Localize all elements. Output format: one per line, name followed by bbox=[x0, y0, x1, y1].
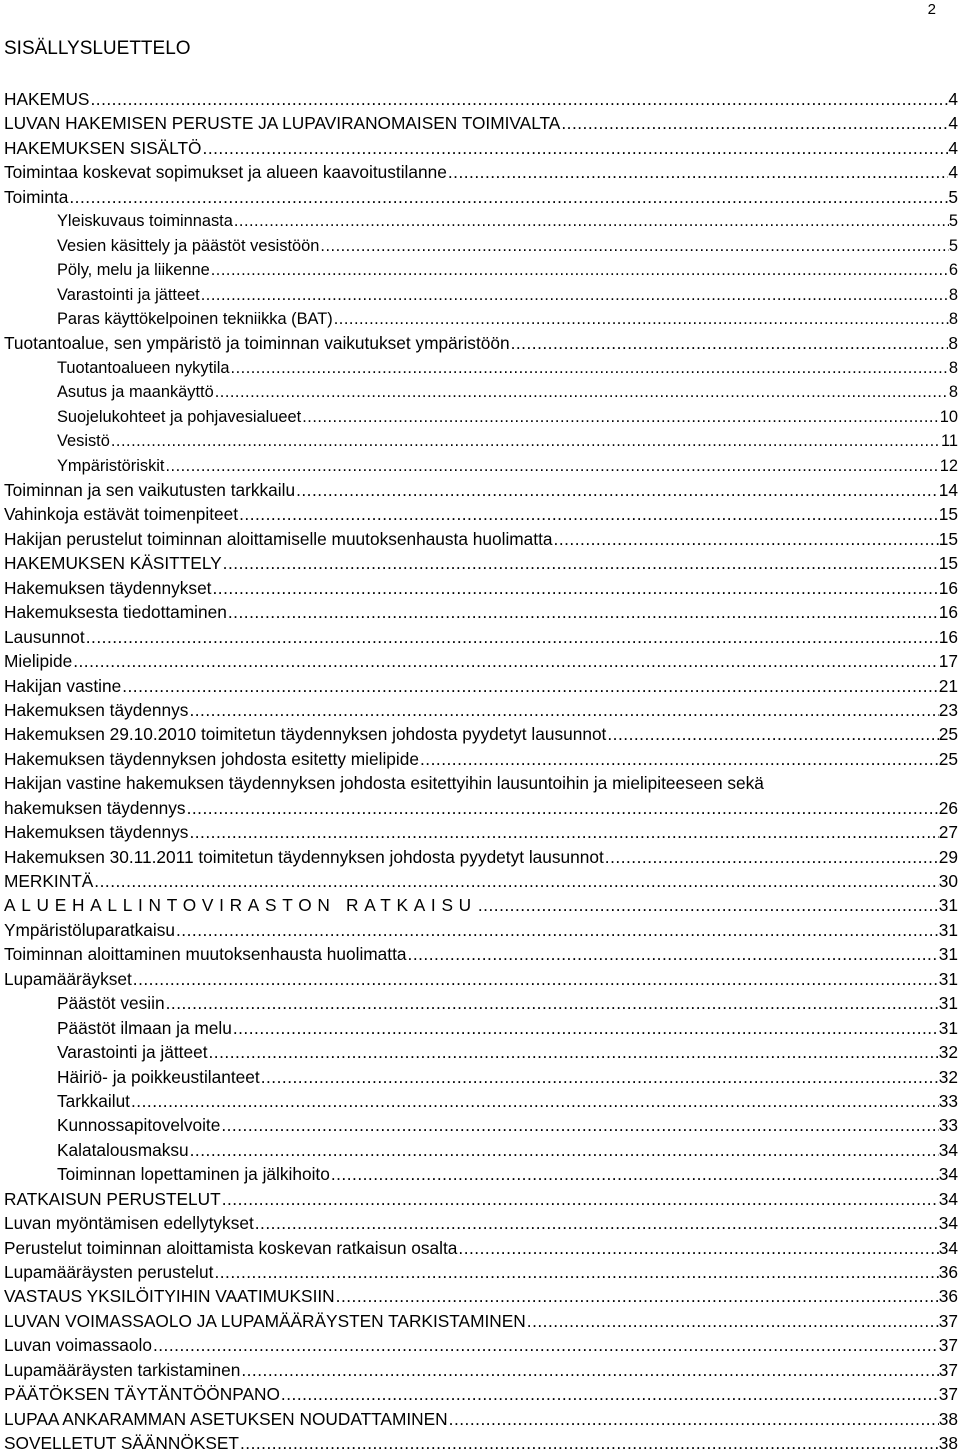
toc-entry-text: Pöly, melu ja liikenne bbox=[57, 261, 210, 280]
dot-leader bbox=[407, 942, 939, 966]
toc-entry-page: 34 bbox=[938, 1237, 958, 1258]
toc-entry-page: 36 bbox=[938, 1286, 958, 1307]
toc-entry-page: 12 bbox=[939, 456, 958, 475]
toc-entry-page: 37 bbox=[938, 1359, 958, 1380]
toc-entry-text: ALUEHALLINTOVIRASTON RATKAISU bbox=[4, 895, 477, 916]
table-of-contents bbox=[4, 87, 958, 1456]
dot-leader bbox=[240, 1358, 938, 1382]
toc-entry[interactable] bbox=[4, 674, 958, 698]
dot-leader bbox=[560, 111, 948, 135]
toc-entry[interactable] bbox=[4, 1065, 958, 1089]
toc-entry-page: 38 bbox=[938, 1433, 958, 1454]
toc-entry-page: 33 bbox=[938, 1115, 958, 1136]
toc-entry-text: HAKEMUKSEN KÄSITTELY bbox=[4, 553, 222, 574]
toc-entry-page: 33 bbox=[938, 1090, 958, 1111]
toc-entry[interactable] bbox=[4, 893, 958, 917]
toc-entry-text: Mielipide bbox=[4, 651, 73, 672]
dot-leader bbox=[208, 1040, 939, 1064]
toc-entry-text: Ympäristöriskit bbox=[57, 456, 165, 475]
toc-entry[interactable] bbox=[4, 747, 958, 771]
toc-entry-text: Hakijan vastine bbox=[4, 675, 122, 696]
toc-entry[interactable] bbox=[4, 551, 958, 575]
toc-entry[interactable] bbox=[4, 1382, 958, 1406]
toc-entry[interactable] bbox=[4, 454, 958, 478]
toc-entry[interactable] bbox=[4, 845, 958, 869]
toc-entry[interactable] bbox=[4, 380, 958, 404]
toc-entry-text: Lupamääräysten perustelut bbox=[4, 1262, 214, 1282]
toc-entry-page: 8 bbox=[948, 309, 958, 328]
toc-entry[interactable] bbox=[4, 356, 958, 380]
toc-entry[interactable] bbox=[4, 918, 958, 942]
dot-leader bbox=[214, 380, 949, 404]
dot-leader bbox=[152, 1333, 939, 1357]
toc-entry-page: 34 bbox=[938, 1139, 958, 1160]
dot-leader bbox=[477, 893, 939, 917]
toc-entry-page: 23 bbox=[938, 699, 958, 720]
toc-entry-page: 30 bbox=[938, 871, 958, 891]
toc-entry-text: Hakemuksen täydennyksen johdosta esitetty mielipide bbox=[4, 748, 419, 769]
toc-entry-text: HAKEMUKSEN SISÄLTÖ bbox=[4, 137, 202, 158]
dot-leader bbox=[132, 967, 939, 991]
toc-entry-text: VASTAUS YKSILÖITYIHIN VAATIMUKSIIN bbox=[4, 1286, 335, 1307]
dot-leader bbox=[213, 1260, 938, 1284]
toc-entry-text: Hakemuksen täydennys bbox=[4, 822, 189, 843]
toc-entry-text: Lausunnot bbox=[4, 626, 85, 647]
toc-entry-page: 4 bbox=[948, 162, 958, 183]
toc-entry-text: Vesistö bbox=[57, 432, 110, 451]
dot-leader bbox=[335, 1284, 939, 1308]
toc-entry-page: 37 bbox=[938, 1335, 958, 1356]
dot-leader bbox=[230, 356, 949, 380]
toc-entry-text: Hakemuksen 30.11.2011 toimitetun täydennyksen johdosta pyydetyt lausunnot bbox=[4, 846, 604, 867]
toc-entry-text: Kunnossapitovelvoite bbox=[57, 1115, 221, 1136]
toc-entry[interactable] bbox=[4, 1260, 958, 1284]
toc-entry-page: 16 bbox=[938, 602, 958, 623]
dot-leader bbox=[210, 258, 949, 282]
dot-leader bbox=[221, 1187, 939, 1211]
toc-entry-text: Vahinkoja estävät toimenpiteet bbox=[4, 504, 239, 525]
toc-entry[interactable] bbox=[4, 771, 958, 820]
dot-leader bbox=[68, 185, 948, 209]
toc-entry[interactable] bbox=[4, 209, 958, 233]
toc-entry-page: 11 bbox=[940, 432, 958, 451]
dot-leader bbox=[330, 1162, 939, 1186]
toc-entry[interactable] bbox=[4, 307, 958, 331]
toc-entry-page: 25 bbox=[938, 748, 958, 769]
toc-entry[interactable] bbox=[4, 1162, 958, 1186]
toc-entry-text: Hakijan vastine hakemuksen täydennyksen johdosta esitettyihin lausuntoihin ja mielipiteeseen sekä bbox=[4, 773, 764, 794]
toc-entry-text: Yleiskuvaus toiminnasta bbox=[57, 212, 233, 231]
dot-leader bbox=[238, 502, 939, 526]
toc-entry-text: Ympäristöluparatkaisu bbox=[4, 919, 175, 940]
dot-leader bbox=[239, 1431, 939, 1455]
toc-entry[interactable] bbox=[4, 283, 958, 307]
dot-leader bbox=[526, 1309, 939, 1333]
dot-leader bbox=[419, 747, 939, 771]
toc-entry-text: Hakijan perustelut toiminnan aloittamiselle muutoksenhausta huolimatta bbox=[4, 528, 553, 549]
dot-leader bbox=[202, 136, 949, 160]
dot-leader bbox=[189, 1138, 939, 1162]
toc-entry[interactable] bbox=[4, 1333, 958, 1357]
toc-entry-page: 31 bbox=[938, 944, 958, 965]
toc-entry-text: Hakemuksen täydennys bbox=[4, 699, 189, 720]
toc-entry-page: 34 bbox=[938, 1188, 958, 1209]
toc-entry-page: 27 bbox=[938, 822, 958, 843]
toc-entry-text: Vesien käsittely ja päästöt vesistöön bbox=[57, 236, 320, 255]
dot-leader bbox=[220, 1113, 938, 1137]
toc-entry-text: Päästöt vesiin bbox=[57, 993, 165, 1014]
dot-leader bbox=[333, 307, 949, 331]
toc-entry[interactable] bbox=[4, 1187, 958, 1211]
toc-entry-page: 32 bbox=[938, 1042, 958, 1063]
toc-entry[interactable] bbox=[4, 1016, 958, 1040]
toc-title: SISÄLLYSLUETTELO bbox=[4, 38, 191, 59]
toc-entry-text: Toimintaa koskevat sopimukset ja alueen kaavoitustilanne bbox=[4, 162, 447, 183]
toc-entry[interactable] bbox=[4, 967, 958, 991]
dot-leader bbox=[121, 674, 939, 698]
toc-entry-page: 31 bbox=[938, 895, 958, 916]
toc-entry[interactable] bbox=[4, 136, 958, 160]
dot-leader bbox=[200, 283, 949, 307]
toc-entry[interactable] bbox=[4, 405, 958, 429]
toc-entry[interactable] bbox=[4, 527, 958, 551]
toc-entry-page: 29 bbox=[938, 846, 958, 867]
toc-entry-text: Hakemuksen 29.10.2010 toimitetun täydennyksen johdosta pyydetyt lausunnot bbox=[4, 724, 607, 745]
toc-entry-page: 36 bbox=[938, 1262, 958, 1282]
dot-leader bbox=[301, 405, 940, 429]
toc-entry[interactable] bbox=[4, 576, 958, 600]
dot-leader bbox=[186, 796, 939, 820]
toc-entry[interactable] bbox=[4, 1089, 958, 1113]
toc-entry-page: 4 bbox=[948, 113, 958, 134]
dot-leader bbox=[604, 845, 939, 869]
toc-entry[interactable] bbox=[4, 1309, 958, 1333]
toc-entry-text: Luvan voimassaolo bbox=[4, 1335, 152, 1356]
toc-entry[interactable] bbox=[4, 1236, 958, 1260]
toc-entry[interactable] bbox=[4, 1407, 958, 1431]
toc-entry-page: 15 bbox=[938, 553, 958, 574]
toc-entry-text: LUVAN HAKEMISEN PERUSTE JA LUPAVIRANOMAISEN TOIMIVALTA bbox=[4, 113, 561, 134]
toc-entry-page: 8 bbox=[948, 285, 958, 304]
dot-leader bbox=[457, 1236, 938, 1260]
toc-entry-text: Suojelukohteet ja pohjavesialueet bbox=[57, 407, 302, 426]
toc-entry[interactable] bbox=[4, 234, 958, 258]
toc-entry-page: 31 bbox=[938, 968, 958, 989]
toc-entry-page: 4 bbox=[948, 89, 958, 109]
toc-entry-text: HAKEMUS bbox=[4, 89, 90, 109]
dot-leader bbox=[165, 991, 939, 1015]
toc-entry-page: 17 bbox=[938, 651, 958, 672]
toc-entry-page: 4 bbox=[948, 137, 958, 158]
toc-entry[interactable] bbox=[4, 111, 958, 135]
toc-entry[interactable] bbox=[4, 87, 958, 111]
toc-entry[interactable] bbox=[4, 1284, 958, 1308]
dot-leader bbox=[447, 160, 949, 184]
toc-entry-text: Varastointi ja jätteet bbox=[57, 1042, 208, 1063]
toc-entry[interactable] bbox=[4, 1113, 958, 1137]
toc-entry[interactable] bbox=[4, 869, 958, 893]
toc-entry-page: 26 bbox=[938, 797, 958, 818]
toc-entry-text: PÄÄTÖKSEN TÄYTÄNTÖÖNPANO bbox=[4, 1384, 280, 1405]
toc-entry[interactable] bbox=[4, 160, 958, 184]
toc-entry-page: 37 bbox=[938, 1384, 958, 1405]
dot-leader bbox=[280, 1382, 939, 1406]
dot-leader bbox=[510, 331, 949, 355]
dot-leader bbox=[606, 722, 938, 746]
toc-entry-page: 25 bbox=[938, 724, 958, 745]
toc-entry-text-continued: hakemuksen täydennys bbox=[4, 797, 186, 818]
dot-leader bbox=[553, 527, 939, 551]
toc-entry-page: 14 bbox=[938, 480, 958, 500]
dot-leader bbox=[188, 698, 938, 722]
dot-leader bbox=[72, 649, 939, 673]
dot-leader bbox=[227, 600, 939, 624]
toc-entry[interactable] bbox=[4, 649, 958, 673]
toc-entry[interactable] bbox=[4, 1211, 958, 1235]
toc-entry-page: 16 bbox=[938, 577, 958, 598]
toc-entry-text: Hakemuksesta tiedottaminen bbox=[4, 602, 227, 623]
dot-leader bbox=[319, 234, 948, 258]
toc-entry[interactable] bbox=[4, 429, 958, 453]
toc-entry-text: Toiminta bbox=[4, 186, 69, 207]
toc-entry-page: 38 bbox=[938, 1408, 958, 1429]
toc-entry-page: 34 bbox=[938, 1213, 958, 1234]
toc-entry-text: Toiminnan aloittaminen muutoksenhausta huolimatta bbox=[4, 944, 407, 965]
toc-entry-page: 37 bbox=[938, 1310, 958, 1331]
toc-entry[interactable] bbox=[4, 820, 958, 844]
toc-entry[interactable] bbox=[4, 991, 958, 1015]
toc-entry-text: Tarkkailut bbox=[57, 1090, 130, 1111]
dot-leader bbox=[295, 478, 939, 502]
toc-entry-page: 15 bbox=[938, 528, 958, 549]
toc-entry-page: 16 bbox=[938, 626, 958, 647]
toc-entry[interactable] bbox=[4, 600, 958, 624]
toc-entry-text: Lupamääräysten tarkistaminen bbox=[4, 1359, 241, 1380]
toc-entry-text: Toiminnan lopettaminen ja jälkihoito bbox=[57, 1164, 330, 1185]
toc-entry[interactable] bbox=[4, 502, 958, 526]
toc-entry[interactable] bbox=[4, 1138, 958, 1162]
dot-leader bbox=[188, 820, 938, 844]
dot-leader bbox=[222, 551, 939, 575]
dot-leader bbox=[212, 576, 939, 600]
toc-entry[interactable] bbox=[4, 625, 958, 649]
page-number: 2 bbox=[927, 1, 936, 18]
dot-leader bbox=[233, 209, 949, 233]
toc-entry-text: SOVELLETUT SÄÄNNÖKSET bbox=[4, 1433, 239, 1454]
toc-entry-text: Tuotantoalueen nykytila bbox=[57, 358, 230, 377]
toc-entry-text: Perustelut toiminnan aloittamista koskevan ratkaisun osalta bbox=[4, 1237, 458, 1258]
toc-entry-page: 8 bbox=[948, 358, 958, 377]
dot-leader bbox=[254, 1211, 939, 1235]
toc-entry[interactable] bbox=[4, 942, 958, 966]
toc-entry-page: 15 bbox=[938, 504, 958, 525]
dot-leader bbox=[110, 429, 941, 453]
toc-entry-text: Paras käyttökelpoinen tekniikka (BAT) bbox=[57, 309, 333, 328]
toc-entry-page: 6 bbox=[948, 261, 958, 280]
toc-entry-text: LUVAN VOIMASSAOLO JA LUPAMÄÄRÄYSTEN TARKISTAMINEN bbox=[4, 1310, 526, 1331]
toc-entry[interactable] bbox=[4, 1431, 958, 1455]
dot-leader bbox=[89, 87, 948, 111]
toc-entry[interactable] bbox=[4, 478, 958, 502]
dot-leader bbox=[175, 918, 939, 942]
toc-entry[interactable] bbox=[4, 258, 958, 282]
toc-entry[interactable] bbox=[4, 722, 958, 746]
toc-entry-text: MERKINTÄ bbox=[4, 871, 94, 891]
toc-entry-text: Varastointi ja jätteet bbox=[57, 285, 200, 304]
dot-leader bbox=[130, 1089, 939, 1113]
toc-entry-text: Kalatalousmaksu bbox=[57, 1139, 189, 1160]
toc-entry-page: 8 bbox=[948, 383, 958, 402]
toc-entry[interactable] bbox=[4, 1358, 958, 1382]
dot-leader bbox=[448, 1407, 939, 1431]
toc-entry-text: Hakemuksen täydennykset bbox=[4, 577, 212, 598]
toc-entry-text: Toiminnan ja sen vaikutusten tarkkailu bbox=[4, 480, 296, 500]
toc-entry-text: Tuotantoalue, sen ympäristö ja toiminnan vaikutukset ympäristöön bbox=[4, 333, 510, 354]
toc-entry-page: 34 bbox=[938, 1164, 958, 1185]
toc-entry-text: LUPAA ANKARAMMAN ASETUKSEN NOUDATTAMINEN bbox=[4, 1408, 448, 1429]
toc-entry-page: 32 bbox=[938, 1066, 958, 1087]
toc-entry-page: 5 bbox=[948, 236, 958, 255]
toc-entry-page: 21 bbox=[938, 675, 958, 696]
toc-entry-page: 31 bbox=[938, 1017, 958, 1038]
toc-entry-text: Häiriö- ja poikkeustilanteet bbox=[57, 1066, 260, 1087]
toc-entry-text: Lupamääräykset bbox=[4, 968, 132, 989]
toc-entry-page: 5 bbox=[948, 212, 958, 231]
toc-entry[interactable] bbox=[4, 698, 958, 722]
toc-entry[interactable] bbox=[4, 185, 958, 209]
toc-entry-page: 5 bbox=[948, 186, 958, 207]
toc-entry-text: Päästöt ilmaan ja melu bbox=[57, 1017, 232, 1038]
toc-entry-page: 10 bbox=[939, 407, 958, 426]
toc-entry-page: 31 bbox=[938, 993, 958, 1014]
dot-leader bbox=[93, 869, 938, 893]
toc-entry-page: 8 bbox=[948, 333, 958, 354]
toc-entry[interactable] bbox=[4, 331, 958, 355]
toc-entry[interactable] bbox=[4, 1040, 958, 1064]
dot-leader bbox=[260, 1065, 939, 1089]
toc-entry-text: Luvan myöntämisen edellytykset bbox=[4, 1213, 254, 1234]
toc-entry-text: RATKAISUN PERUSTELUT bbox=[4, 1188, 221, 1209]
dot-leader bbox=[85, 625, 939, 649]
toc-entry-page: 31 bbox=[938, 919, 958, 940]
dot-leader bbox=[164, 454, 939, 478]
toc-entry-text: Asutus ja maankäyttö bbox=[57, 383, 214, 402]
dot-leader bbox=[232, 1016, 939, 1040]
